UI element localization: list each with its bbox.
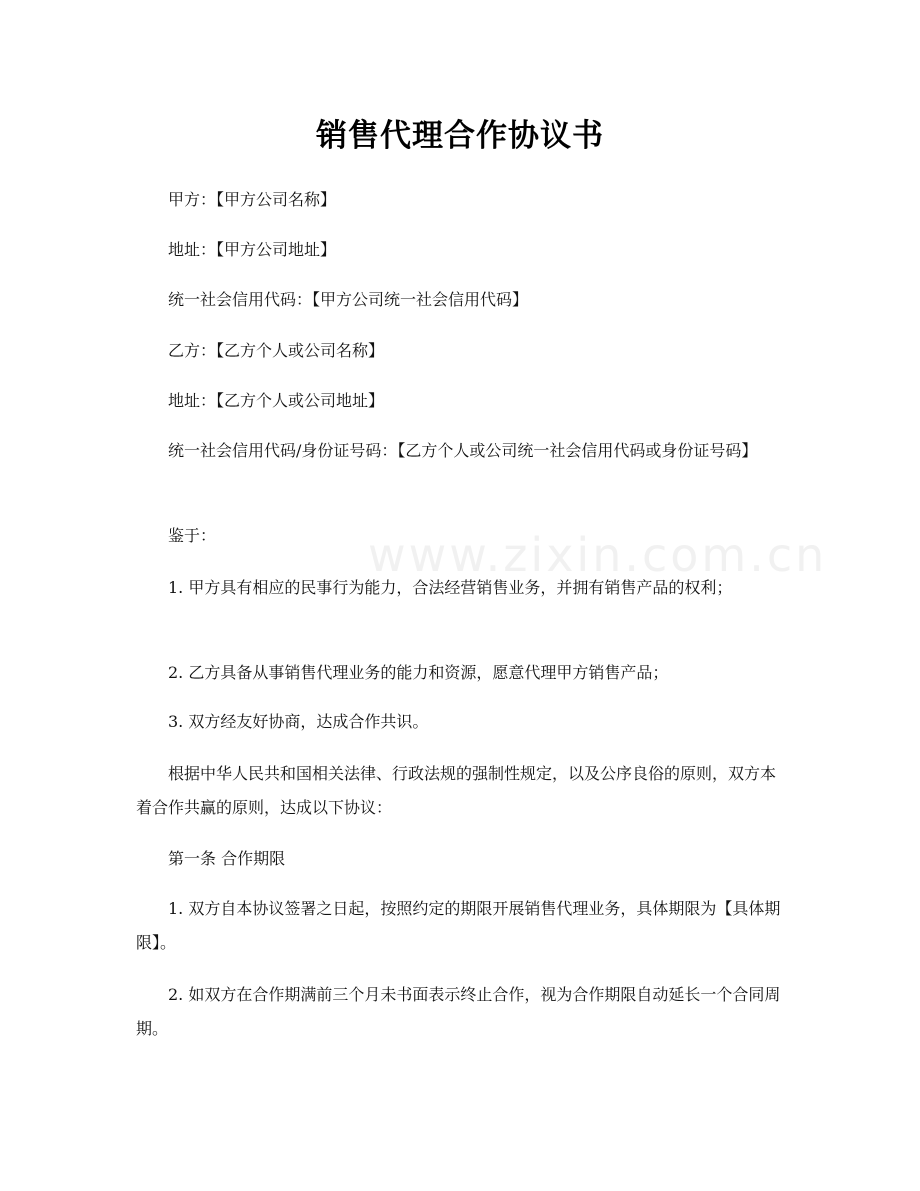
party-a-name: 甲方：【甲方公司名称】 — [168, 190, 337, 209]
article-1-clause-1: 1. 双方自本协议签署之日起，按照约定的期限开展销售代理业务，具体期限为【具体期限】。 — [136, 899, 781, 952]
party-b-name: 乙方：【乙方个人或公司名称】 — [168, 341, 385, 360]
whereas-item-1: 1. 甲方具有相应的民事行为能力，合法经营销售业务，并拥有销售产品的权利； — [168, 578, 733, 597]
whereas-item-2: 2. 乙方具备从事销售代理业务的能力和资源，愿意代理甲方销售产品； — [168, 663, 669, 682]
document-title: 销售代理合作协议书 — [316, 118, 604, 154]
whereas-heading: 鉴于： — [168, 526, 217, 545]
article-1-heading: 第一条 合作期限 — [168, 849, 286, 868]
party-a-credit-code: 统一社会信用代码：【甲方公司统一社会信用代码】 — [168, 290, 529, 309]
party-b-credit-code: 统一社会信用代码/身份证号码：【乙方个人或公司统一社会信用代码或身份证号码】 — [168, 441, 758, 460]
whereas-item-3: 3. 双方经友好协商，达成合作共识。 — [168, 712, 429, 731]
agreement-basis: 根据中华人民共和国相关法律、行政法规的强制性规定，以及公序良俗的原则，双方本着合作共赢的原则，达成以下协议： — [136, 764, 777, 817]
article-1-clause-2: 2. 如双方在合作期满前三个月未书面表示终止合作，视为合作期限自动延长一个合同周期。 — [136, 985, 781, 1038]
watermark: www.zixin.com.cn — [368, 528, 828, 582]
party-a-address: 地址：【甲方公司地址】 — [168, 240, 337, 259]
party-b-address: 地址：【乙方个人或公司地址】 — [168, 391, 385, 410]
